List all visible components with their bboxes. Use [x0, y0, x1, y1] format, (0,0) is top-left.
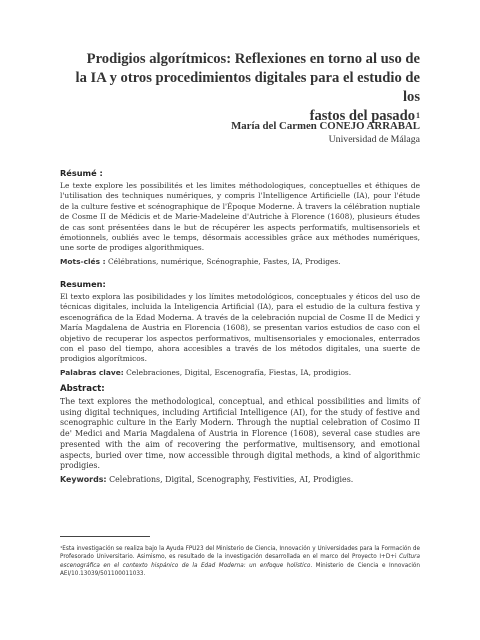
spanish-keywords-text: Celebraciones, Digital, Escenografía, Fiestas, IA, prodigios.: [126, 367, 352, 377]
english-heading: Abstract:: [60, 384, 105, 394]
french-keywords-label: Mots-clés :: [60, 256, 106, 266]
spanish-abstract: [60, 279, 420, 378]
english-abstract: [60, 384, 420, 485]
title-line-2: la IA y otros procedimientos digitales para el estudio de los: [75, 70, 420, 105]
spanish-keywords: [60, 368, 420, 378]
author-affiliation: Universidad de Málaga: [328, 134, 420, 145]
footnote-text-2: . Ministerio de Ciencia e Innovación AEI/10.13039/501100011033.: [60, 562, 420, 577]
french-keywords-text: Célébrations, numérique, Scénographie, Fastes, IA, Prodiges.: [107, 256, 341, 266]
spanish-heading: Resumen:: [60, 279, 106, 289]
english-keywords: [60, 475, 420, 485]
author-name: María del Carmen CONEJO ARRABAL: [231, 120, 420, 132]
french-abstract: [60, 168, 420, 267]
footnote: [60, 545, 420, 578]
french-heading: Résumé :: [60, 168, 103, 178]
english-keywords-text: Celebrations, Digital, Scenography, Festivities, AI, Prodigies.: [109, 474, 354, 484]
footnote-project-title: Cultura escenográfica en el contexto hispánico de la Edad Moderna: un enfoque holístico: [60, 554, 420, 569]
title-line-3-text: fastos del pasado: [309, 108, 415, 124]
english-keywords-label: Keywords:: [60, 474, 107, 484]
paper-title: [60, 50, 420, 126]
spanish-keywords-label: Palabras clave:: [60, 367, 124, 377]
french-keywords: [60, 257, 420, 267]
footnote-text-1: ¹Esta investigación se realiza bajo la Ayuda FPU23 del Ministerio de Ciencia, Innovación y Universidades para la Formación de Profesorado Universitario. Asimismo, es resultado de la investigación desarrollada en el marco del Proyecto I+D+i: [60, 546, 420, 561]
spanish-body: El texto explora las posibilidades y los límites metodológicos, conceptuales y éticos del uso de técnicas digitales, incluida la Inteligencia Artificial (IA), para el estudio de la cultura festiva y escenográfica de la Edad Moderna. A través de la celebración nupcial de Cosme II de Medici y María Magdalena de Austria en Florencia (1608), se presentan varios estudios de caso con el objetivo de recuperar los aspectos performativos, multisensoriales y emocionales, enterrados con el paso del tiempo, ahora accesibles a través de los métodos digitales, una suerte de prodigios algorítmicos.: [60, 292, 420, 364]
title-footnote-mark[interactable]: 1: [416, 111, 420, 120]
footnote-divider: [60, 536, 150, 537]
french-body: Le texte explore les possibilités et les limites méthodologiques, conceptuelles et éthiques de l'utilisation des techniques numériques, y compris l'Intelligence Artificielle (IA), pour l'étude de la culture festive et scénographique de l'Époque Moderne. À travers la célébration nuptiale de Cosme II de Médicis et de Marie-Madeleine d'Autriche à Florence (1608), plusieurs études de cas sont présentées dans le but de récupérer les aspects performatifs, multisensoriels et émotionnels, oubliés avec le temps, désormais accessibles grâce aux méthodes numériques, une sorte de prodiges algorithmiques.: [60, 181, 420, 253]
author-block: [231, 119, 420, 146]
title-line-1: Prodigios algorítmicos: Reflexiones en torno al uso de: [86, 51, 420, 67]
english-body: The text explores the methodological, conceptual, and ethical possibilities and limits of using digital techniques, including Artificial Intelligence (AI), for the study of festive and scenographic culture in the Early Modern. Through the nuptial celebration of Cosimo II de' Medici and Maria Magdalena of Austria in Florence (1608), several case studies are presented with the aim of recovering the performative, multisensory, and emotional aspects, buried over time, now accessible through digital methods, a kind of algorithmic prodigies.: [60, 397, 420, 471]
